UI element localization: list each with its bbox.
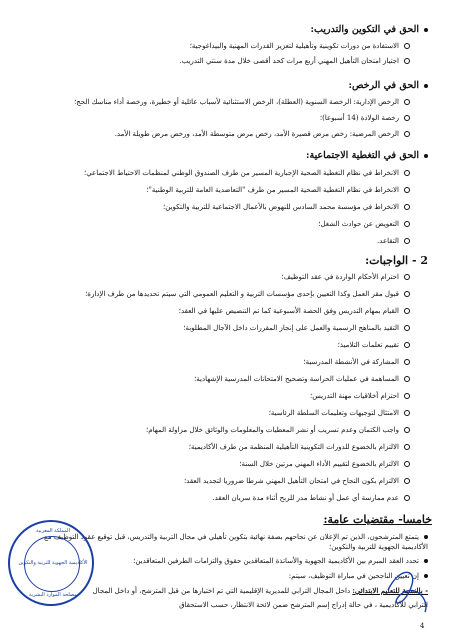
list-item: رخصة الولادة (14 أسبوعا)؛ bbox=[30, 113, 410, 123]
list-item: التعويض عن حوادث الشغل؛ bbox=[30, 219, 410, 229]
circle-bullet-icon bbox=[404, 461, 410, 467]
list-item: احترام أخلاقيات مهنة التدريس؛ bbox=[30, 391, 410, 401]
list-item: المساهمة في عمليات الحراسة وتصحيح الامتحانات المدرسية الإشهادية؛ bbox=[30, 374, 410, 384]
list-item: التقاعد. bbox=[30, 236, 410, 246]
signature bbox=[380, 560, 440, 620]
circle-bullet-icon bbox=[404, 495, 410, 501]
circle-bullet-icon bbox=[404, 221, 410, 227]
list-item: الانخراط في مؤسسة محمد السادس للنهوض بالأعمال الاجتماعية للتربية والتكوين؛ bbox=[30, 202, 410, 212]
list-item: القيام بمهام التدريس وفق الحصة الأسبوعية كما تم التنصيص عليها في العقد؛ bbox=[30, 306, 410, 316]
bullet-icon bbox=[424, 535, 428, 539]
bullet-icon bbox=[424, 154, 428, 158]
general-heading: خامسا- مقتضيات عامة: bbox=[323, 513, 432, 526]
bullet-icon bbox=[424, 28, 428, 32]
list-item: يتمتع المترشحون، الذين تم الإعلان عن نجاحهم بصفة نهائية بتكوين تأهيلي في مجال التربية والتدريس، قبل توقيع عقود التوظيف مع الأكاديمية الجهوية للتربية والتكوين؛ bbox=[44, 533, 428, 551]
list-item: عدم ممارسة أي عمل أو نشاط مدر للربح أثناء مدة سريان العقد. bbox=[30, 493, 410, 503]
circle-bullet-icon bbox=[404, 393, 410, 399]
circle-bullet-icon bbox=[404, 170, 410, 176]
list-item: احترام الأحكام الواردة في عقد التوظيف؛ bbox=[30, 272, 410, 282]
list-item: الاستفادة من دورات تكوينية وتأهيلية لتعزيز القدرات المهنية والبيداغوجية؛ bbox=[30, 41, 410, 51]
duties-heading: 2 - الواجبات: bbox=[365, 254, 428, 267]
list-item: المشاركة في الأنشطة المدرسية؛ bbox=[30, 357, 410, 367]
circle-bullet-icon bbox=[404, 478, 410, 484]
stamp-text-top: المملكة المغربية bbox=[36, 528, 70, 534]
list-item: الانخراط في نظام التغطية الصحية المسير من طرف "التعاضدية العامة للتربية الوطنية"؛ bbox=[30, 185, 410, 195]
circle-bullet-icon bbox=[404, 274, 410, 280]
circle-bullet-icon bbox=[404, 58, 410, 64]
list-item: قبول مقر العمل وكذا التعيين بإحدى مؤسسات التربية و التعليم العمومي التي سيتم تحديدها من طرف الإدارة؛ bbox=[30, 289, 410, 299]
leave-heading: الحق في الرخص: bbox=[28, 80, 428, 92]
bullet-icon bbox=[424, 84, 428, 88]
circle-bullet-icon bbox=[404, 359, 410, 365]
list-item: تقييم تعلمات التلاميذ؛ bbox=[30, 340, 410, 350]
circle-bullet-icon bbox=[404, 131, 410, 137]
list-item: الالتزام بالخضوع للدورات التكوينية التأهيلية المنظمة من طرف الأكاديمية؛ bbox=[30, 442, 410, 452]
circle-bullet-icon bbox=[404, 342, 410, 348]
list-item: الامتثال لتوجيهات وتعليمات السلطة الرئاسية؛ bbox=[30, 408, 410, 418]
circle-bullet-icon bbox=[404, 187, 410, 193]
page-number: 4 bbox=[420, 622, 425, 630]
list-item: واجب الكتمان وعدم تسريب أو نشر المعطيات والمعلومات والوثائق خلال مزاولة المهام؛ bbox=[30, 425, 410, 435]
circle-bullet-icon bbox=[404, 427, 410, 433]
circle-bullet-icon bbox=[404, 43, 410, 49]
circle-bullet-icon bbox=[404, 325, 410, 331]
primary-education-line-2: الترابي للأكاديمية ، في حالة إدراج إسم المترشح ضمن لائحة الانتظار، حسب الاستحقاق bbox=[179, 601, 428, 609]
circle-bullet-icon bbox=[404, 204, 410, 210]
circle-bullet-icon bbox=[404, 291, 410, 297]
list-item: الانخراط في نظام التغطية الصحية الإجبارية المسير من طرف الصندوق الوطني لمنظمات الاحتياط الاجتماعي؛ bbox=[30, 168, 410, 178]
circle-bullet-icon bbox=[404, 376, 410, 382]
circle-bullet-icon bbox=[404, 410, 410, 416]
circle-bullet-icon bbox=[404, 238, 410, 244]
primary-education-text: داخل المجال الترابي للمديرية الإقليمية التي تم اختيارها من قبل المترشح، أو داخل المجال bbox=[92, 587, 351, 595]
list-item: تحدد العقد المبرم بين الأكاديمية الجهوية والأساتذة المتعاقدين حقوق والتزامات الطرفين المتعاقدين؛ bbox=[28, 556, 428, 566]
list-item: الرخص المرضية: رخص مرض قصيرة الأمد، رخص مرض متوسطة الأمد، ورخص مرض طويلة الأمد. bbox=[30, 129, 410, 139]
circle-bullet-icon bbox=[404, 308, 410, 314]
list-item: الالتزام بالخضوع لتقييم الأداء المهني مرتين خلال السنة؛ bbox=[30, 459, 410, 469]
social-heading: الحق في التغطية الاجتماعية: bbox=[28, 150, 428, 162]
primary-education-label: - بالنسبة للتعليم الابتدائي: bbox=[352, 586, 428, 595]
circle-bullet-icon bbox=[404, 115, 410, 121]
stamp-text-bottom: مصلحة الموارد البشرية bbox=[29, 592, 77, 598]
circle-bullet-icon bbox=[404, 99, 410, 105]
training-heading: الحق في التكوين والتدريب: bbox=[28, 24, 428, 36]
list-item: التقيد بالمناهج الرسمية والعمل على إنجاز المقررات داخل الآجال المطلوبة؛ bbox=[30, 323, 410, 333]
list-item: اجتياز امتحان التأهيل المهني أربع مرات كحد أقصى خلال مدة سنتي التدريب. bbox=[30, 56, 410, 66]
list-item: الالتزام بكون النجاح في امتحان التأهيل المهني شرطا ضروريا لتجديد العقد؛ bbox=[30, 476, 410, 486]
list-item: الرخص الإدارية: الرخصة السنوية (العطلة)، الرخص الاستثنائية لأسباب عائلية أو خطيرة، ورخصة أداء مناسك الحج؛ bbox=[30, 97, 410, 107]
circle-bullet-icon bbox=[404, 444, 410, 450]
stamp-text-mid: الأكاديمية الجهوية للتربية والتكوين bbox=[18, 560, 88, 566]
official-stamp bbox=[8, 520, 94, 606]
list-item: إن تعيين الناجحين في مباراة التوظيف، سيتم: bbox=[28, 571, 428, 581]
